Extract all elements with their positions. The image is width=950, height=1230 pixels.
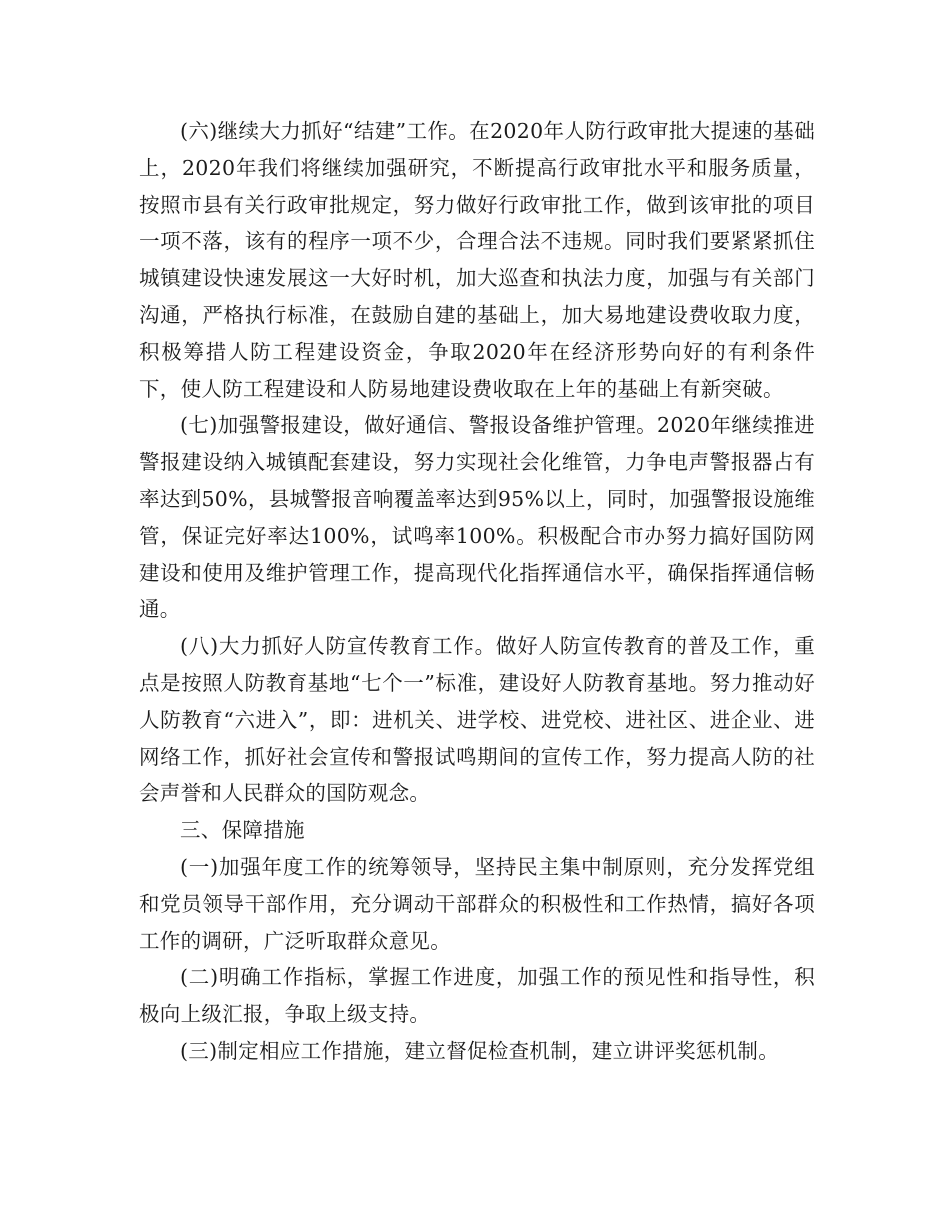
document-page [139,113,815,1070]
paragraph-alarm-construction: (七)加强警报建设，做好通信、警报设备维护管理。2020年继续推进警报建设纳入城镇配套建设，努力实现社会化维管，力争电声警报器占有率达到50%，县城警报音响覆盖率达到95%以上，同时，加强警报设施维管，保证完好率达100%，试鸣率100%。积极配合市办努力搞好国防网建设和使用及维护管理工作，提高现代化指挥通信水平，确保指挥通信畅通。 [139,413,815,622]
paragraph-publicity-education: (八)大力抓好人防宣传教育工作。做好人防宣传教育的普及工作，重点是按照人防教育基地“七个一”标准，建设好人防教育基地。努力推动好人防教育“六进入”，即：进机关、进学校、进党校、进社区、进企业、进网络工作，抓好社会宣传和警报试鸣期间的宣传工作，努力提高人防的社会声誉和人民群众的国防观念。 [139,634,815,806]
paragraph-measure-1: (一)加强年度工作的统筹领导，坚持民主集中制原则，充分发挥党组和党员领导干部作用，充分调动干部群众的积极性和工作热情，搞好各项工作的调研，广泛听取群众意见。 [139,854,815,953]
paragraph-jiejian-work: (六)继续大力抓好“结建”工作。在2020年人防行政审批大提速的基础上，2020年我们将继续加强研究，不断提高行政审批水平和服务质量，按照市县有关行政审批规定，努力做好行政审批工作，做到该审批的项目一项不落，该有的程序一项不少，合理合法不违规。同时我们要紧紧抓住城镇建设快速发展这一大好时机，加大巡查和执法力度，加强与有关部门沟通，严格执行标准，在鼓励自建的基础上，加大易地建设费收取力度，积极筹措人防工程建设资金，争取2020年在经济形势向好的有利条件下，使人防工程建设和人防易地建设费收取在上年的基础上有新突破。 [139,119,815,401]
paragraph-measure-3: (三)制定相应工作措施，建立督促检查机制，建立讲评奖惩机制。 [180,1038,779,1063]
section-heading-safeguards: 三、保障措施 [180,818,305,843]
paragraph-measure-2: (二)明确工作指标，掌握工作进度，加强工作的预见性和指导性，积极向上级汇报，争取上级支持。 [139,965,815,1027]
